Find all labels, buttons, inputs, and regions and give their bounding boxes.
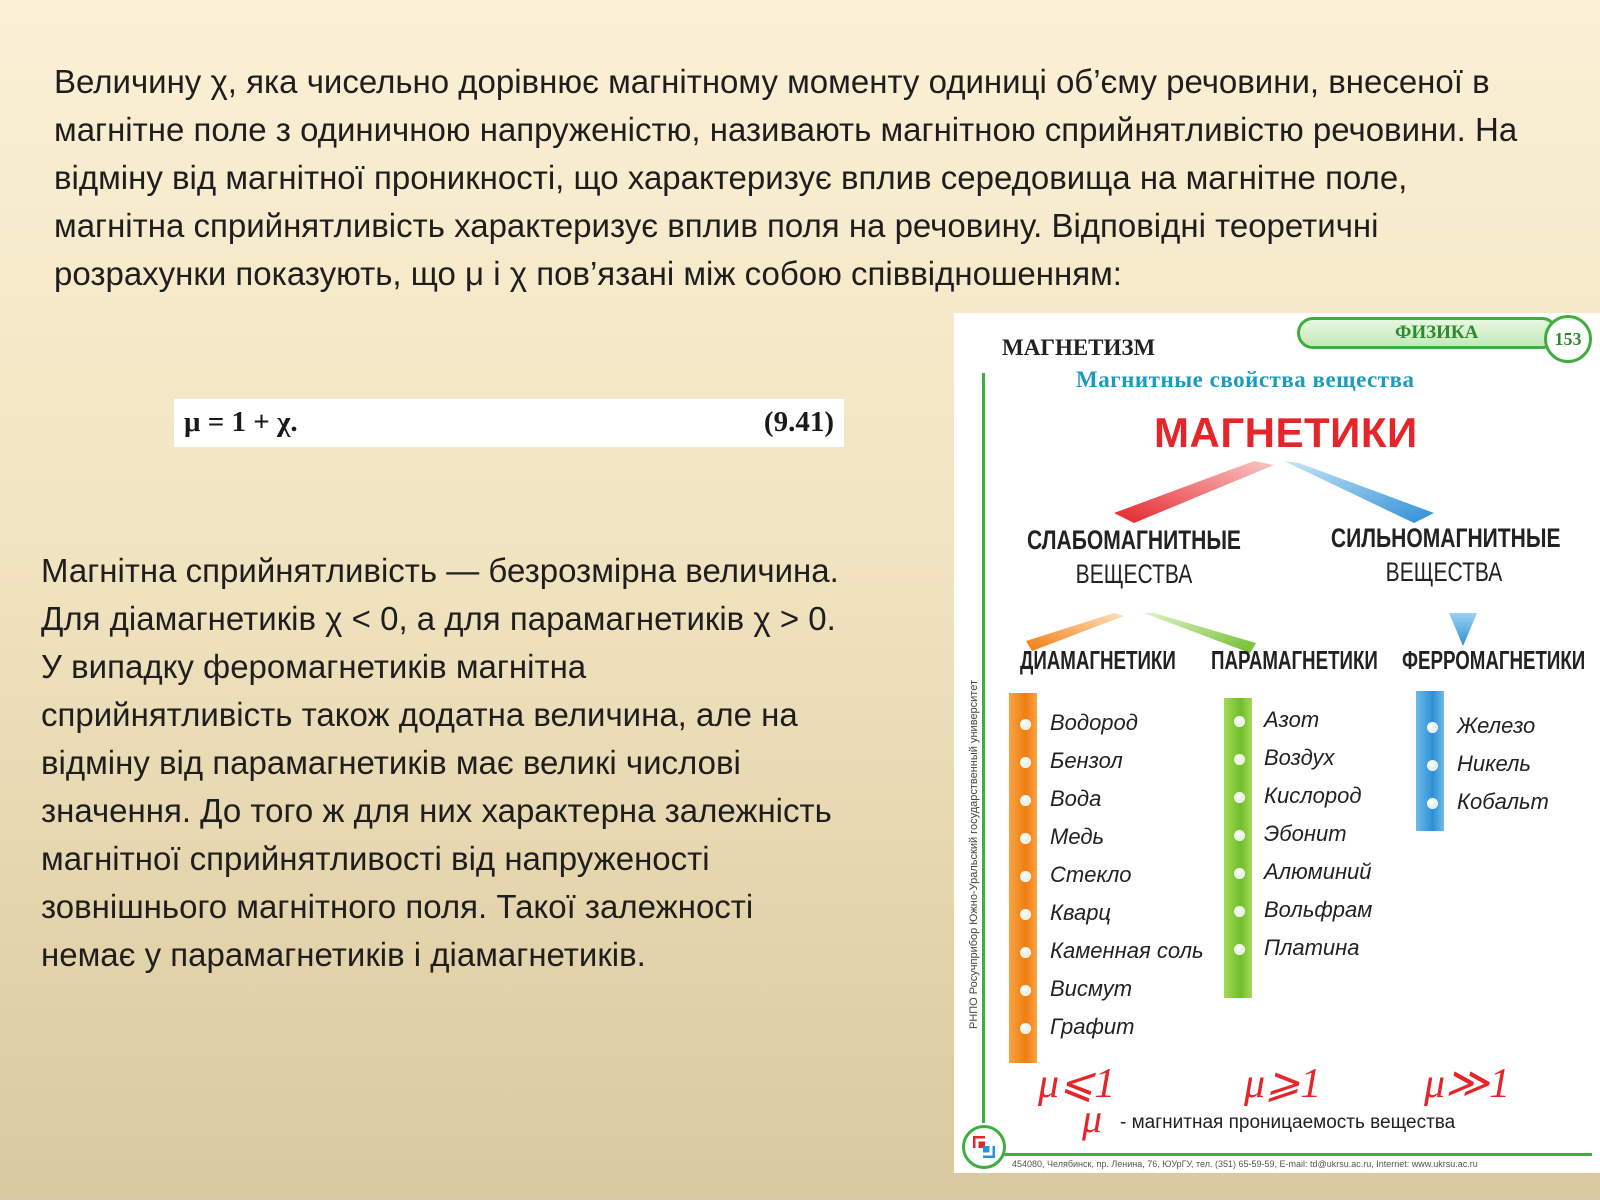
para-item: Воздух bbox=[1264, 745, 1335, 770]
dia-item: Вода bbox=[1050, 786, 1102, 811]
dia-item: Стекло bbox=[1050, 862, 1132, 887]
poster-main-title: МАГНЕТИКИ bbox=[1154, 409, 1418, 456]
dia-title: ДИАМАГНЕТИКИ bbox=[1020, 645, 1176, 675]
ferro-title: ФЕРРОМАГНЕТИКИ bbox=[1402, 645, 1586, 675]
ferro-item: Никель bbox=[1457, 751, 1531, 776]
page-number: 153 bbox=[1544, 315, 1592, 363]
para-item: Вольфрам bbox=[1264, 897, 1373, 922]
bullet-dot-icon bbox=[1234, 830, 1245, 841]
bullet-dot-icon bbox=[1234, 792, 1245, 803]
bullet-dot-icon bbox=[1427, 760, 1438, 771]
arrow-to-strong bbox=[1284, 461, 1434, 523]
weak-magnetic-category bbox=[1025, 523, 1243, 591]
para-mu-symbol: μ bbox=[1244, 1061, 1266, 1107]
bullet-dot-icon bbox=[1234, 906, 1245, 917]
bullet-dot-icon bbox=[1020, 871, 1031, 882]
poster-subtitle: Магнитные свойства вещества bbox=[1076, 367, 1415, 392]
dia-item: Висмут bbox=[1050, 976, 1133, 1001]
para-item: Азот bbox=[1264, 707, 1320, 732]
weak-line1: СЛАБОМАГНИТНЫЕ bbox=[1027, 525, 1241, 555]
bullet-dot-icon bbox=[1020, 719, 1031, 730]
legend-text: - магнитная проницаемость вещества bbox=[1120, 1112, 1456, 1133]
para-item: Алюминий bbox=[1264, 859, 1372, 884]
dia-item: Графит bbox=[1050, 1014, 1135, 1039]
intro-paragraph: Величину χ, яка чисельно дорівнює магнітному моменту одиниці об’єму речовини, внесеної в магнітне поле з одиничною напруженістю, називають магнітною сприйнятливістю речовини. На відміну від магнітної проникності, що характеризує вплив середовища на магнітне поле, магнітна сприйнятливість характеризує вплив поля на речовину. Відповідні теоретичні розрахунки показують, що μ і χ пов’язані між собою співвідношенням: bbox=[54, 63, 1518, 292]
dia-item: Медь bbox=[1050, 824, 1105, 849]
para-item: Платина bbox=[1264, 935, 1360, 960]
bullet-dot-icon bbox=[1020, 757, 1031, 768]
dia-item: Каменная соль bbox=[1050, 938, 1204, 963]
publisher-side-text: РНПО Росучприбор Южно-Уральский государственный университет bbox=[968, 679, 980, 1029]
arrow-to-ferro bbox=[1449, 613, 1477, 646]
bullet-dot-icon bbox=[1427, 798, 1438, 809]
explanation-paragraph: Магнітна сприйнятливість — безрозмірна величина. Для діамагнетиків χ < 0, а для парамагнетиків χ > 0. У випадку феромагнетиків магнітна сприйнятливість також додатна величина, але на відміну від парамагнетиків має великі числові значення. До того ж для них характерна залежність магнітної сприйнятливості від напруженості зовнішнього магнітного поля. Такої залежності немає у парамагнетиків і діамагнетиків. bbox=[41, 552, 839, 973]
para-mu-rel: ⩾1 bbox=[1265, 1061, 1322, 1107]
bullet-dot-icon bbox=[1020, 909, 1031, 920]
dia-item: Водород bbox=[1050, 710, 1138, 735]
poster-footer: 454080, Челябинск, пр. Ленина, 76, ЮУрГУ, тел. (351) 65-59-59, E-mail: td@ukrsu.ac.ru, Internet: www.ukrsu.ac.ru bbox=[1012, 1159, 1478, 1169]
para-mu-relation bbox=[1244, 1058, 1321, 1108]
dia-item: Кварц bbox=[1050, 900, 1112, 925]
publisher-logo-icon bbox=[962, 1125, 1006, 1169]
ferro-item: Кобальт bbox=[1457, 789, 1549, 814]
bullet-dot-icon bbox=[1427, 722, 1438, 733]
strong-magnetic-category bbox=[1330, 521, 1561, 589]
dia-mu-rel: ⩽1 bbox=[1059, 1061, 1116, 1107]
dia-mu-relation bbox=[1038, 1058, 1115, 1108]
dia-mu-symbol: μ bbox=[1038, 1061, 1060, 1107]
strong-line2: ВЕЩЕСТВА bbox=[1385, 557, 1503, 587]
subject-label: ФИЗИКА bbox=[1395, 322, 1479, 343]
strong-line1: СИЛЬНОМАГНИТНЫЕ bbox=[1330, 523, 1561, 553]
bullet-dot-icon bbox=[1020, 947, 1031, 958]
branch-arrows bbox=[954, 313, 1600, 1173]
dia-item: Бензол bbox=[1050, 748, 1123, 773]
ferro-mu-relation bbox=[1424, 1058, 1510, 1108]
formula-expression: μ = 1 + χ. bbox=[184, 406, 298, 438]
weak-line2: ВЕЩЕСТВА bbox=[1075, 559, 1193, 589]
para-item: Кислород bbox=[1264, 783, 1362, 808]
bullet-dot-icon bbox=[1020, 985, 1031, 996]
formula-box bbox=[174, 399, 844, 447]
para-item: Эбонит bbox=[1264, 821, 1347, 846]
legend-mu-symbol: μ bbox=[1082, 1096, 1103, 1141]
arrow-to-weak bbox=[1114, 461, 1274, 523]
bullet-dot-icon bbox=[1020, 833, 1031, 844]
bullet-dot-icon bbox=[1234, 944, 1245, 955]
formula-number: (9.41) bbox=[763, 406, 834, 438]
ferro-mu-rel: ≫1 bbox=[1445, 1061, 1511, 1107]
ferro-mu-symbol: μ bbox=[1424, 1061, 1446, 1107]
para-title: ПАРАМАГНЕТИКИ bbox=[1211, 645, 1378, 675]
bullet-dot-icon bbox=[1234, 868, 1245, 879]
ferro-item: Железо bbox=[1457, 713, 1536, 738]
bullet-dot-icon bbox=[1020, 795, 1031, 806]
poster-heading: МАГНЕТИЗМ bbox=[1002, 335, 1156, 360]
bullet-dot-icon bbox=[1020, 1023, 1031, 1034]
bullet-dot-icon bbox=[1234, 716, 1245, 727]
magnetics-poster bbox=[954, 313, 1600, 1173]
bullet-dot-icon bbox=[1234, 754, 1245, 765]
